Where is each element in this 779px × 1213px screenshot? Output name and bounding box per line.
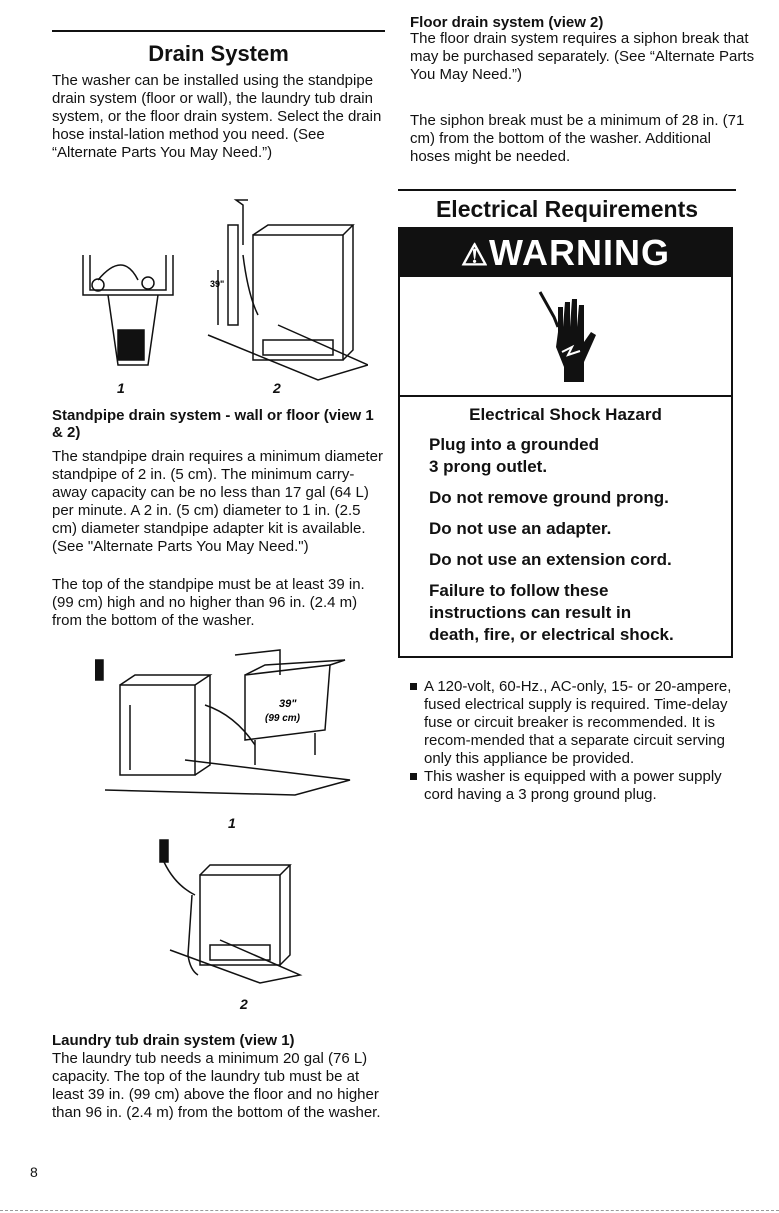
fig2-measure: 39" (279, 698, 297, 710)
warning-triangle-icon: ⚠ (461, 239, 489, 272)
bullet-square-icon (410, 773, 417, 780)
fig2-measure-cm: (99 cm) (265, 713, 301, 724)
standpipe (228, 225, 238, 325)
floor-drain-heading: Floor drain system (view 2) (410, 14, 604, 31)
fig1-label-2: 2 (273, 380, 281, 396)
warning-line-3: Do not remove ground prong. (429, 488, 669, 507)
warning-line-6: Failure to follow these (429, 581, 609, 600)
washer-left-drawing (120, 685, 195, 775)
bullet-square-icon (410, 683, 417, 690)
page-number: 8 (30, 1164, 38, 1180)
list-item: A 120-volt, 60-Hz., AC-only, 15- or 20-ampere, fused electrical supply is required. Time-delay fuse or circuit breaker is recommended. It is recom-mended that a separate circuit serving only this appliance be provided. (410, 678, 740, 768)
warning-line-2: 3 prong outlet. (429, 457, 548, 476)
warning-line-7: instructions can result in (429, 603, 632, 622)
electrical-bullet-list (410, 678, 740, 804)
warning-line-5: Do not use an extension cord. (429, 550, 672, 569)
warning-line-4: Do not use an adapter. (429, 519, 612, 538)
floor-drain-paragraph-1: The floor drain system requires a siphon break that may be purchased separately. (See “Alternate Parts You May Need.”) (410, 30, 755, 83)
warning-line-1: Plug into a grounded (429, 435, 599, 454)
fig2-label: 1 (228, 815, 236, 831)
laundry-tub-paragraph: The laundry tub needs a minimum 20 gal (76 L) capacity. The top of the laundry tub must be at least 39 in. (99 cm) above the floor and no higher than 96 in. (2.4 m) from the bottom of the washer. (52, 1050, 381, 1121)
warning-divider (400, 395, 731, 397)
left-top-rule (52, 30, 385, 32)
laundry-tub-drawing (83, 255, 173, 295)
drain-figure-3 (150, 835, 310, 985)
drain-intro: The washer can be installed using the standpipe drain system (floor or wall), the laundry tub drain system, or the floor drain system. Select the drain hose instal-lation method you need. (See “Alternate Parts You May Need.”) (52, 72, 382, 161)
electrical-requirements-title: Electrical Requirements (435, 196, 699, 222)
electrical-top-rule (398, 189, 736, 191)
warning-line-8: death, fire, or electrical shock. (429, 625, 674, 644)
electric-shock-hand-icon (536, 287, 600, 387)
fig3-label: 2 (240, 996, 248, 1012)
drain-figure-1 (78, 195, 368, 390)
floor-drain-paragraph-2: The siphon break must be a minimum of 28 in. (71 cm) from the bottom of the washer. Additional hoses might be needed. (410, 112, 745, 165)
warning-box (398, 227, 733, 658)
drain-figure-2 (95, 645, 365, 810)
standpipe-paragraph-2: The top of the standpipe must be at least 39 in. (99 cm) high and no higher than 96 in. (2.4 m) from the bottom of the washer. (52, 576, 365, 629)
warning-header: ⚠WARNING (400, 229, 731, 277)
hazard-title: Electrical Shock Hazard (469, 405, 662, 424)
list-item: This washer is equipped with a power supply cord having a 3 prong ground plug. (410, 768, 740, 804)
drain-system-title: Drain System (148, 41, 289, 66)
washer-floor-drawing (200, 875, 280, 965)
page-bottom-edge (0, 1210, 779, 1212)
fig1-label-1: 1 (117, 380, 125, 396)
standpipe-paragraph-1: The standpipe drain requires a minimum diameter standpipe of 2 in. (5 cm). The minimum carry-away capacity can be no less than 17 gal (64 L) per minute. A 2 in. (5 cm) diameter to 1 in. (2.5 cm) diameter standpipe adapter kit is available. (See "Alternate Parts You May Need.") (52, 448, 383, 555)
washer-drawing (253, 235, 343, 360)
standpipe-heading: Standpipe drain system - wall or floor (view 1 & 2) (52, 407, 374, 441)
laundry-tub-heading: Laundry tub drain system (view 1) (52, 1032, 295, 1049)
fig1-measure: 39" (210, 279, 225, 289)
